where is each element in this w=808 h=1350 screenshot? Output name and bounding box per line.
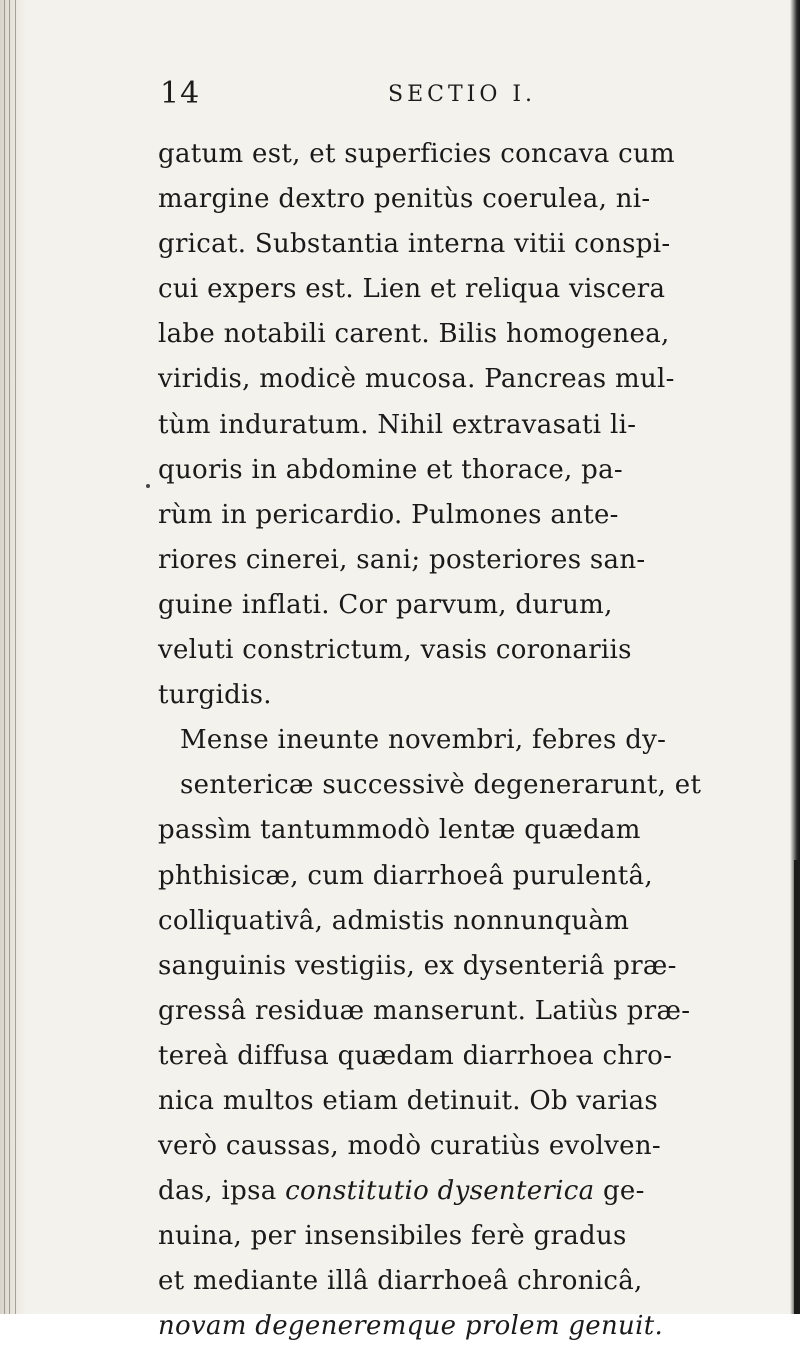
text-line-paragraph-start: Mense ineunte novembri, febres dy- xyxy=(180,725,667,756)
running-head: SECTIO I. xyxy=(388,82,537,107)
page-header xyxy=(160,76,720,116)
page-spine-shadow xyxy=(0,0,26,1314)
text-line: cui expers est. Lien et reliqua viscera xyxy=(158,274,666,305)
text-line: tereà diffusa quædam diarrhoea chro- xyxy=(158,1040,673,1071)
text-line: gricat. Substantia interna vitii conspi- xyxy=(158,229,671,260)
text-line: verò caussas, modò curatiùs evolven- xyxy=(158,1131,661,1162)
text-line: turgidis. xyxy=(158,680,272,711)
spine-line xyxy=(4,0,5,1314)
page-number: 14 xyxy=(160,76,201,111)
text-line: et mediante illâ diarrhoeâ chronicâ, xyxy=(158,1266,643,1297)
text-line: sanguinis vestigiis, ex dysenteriâ præ- xyxy=(158,950,677,981)
text-line: margine dextro penitùs coerulea, ni- xyxy=(158,184,651,215)
text-line: labe notabili carent. Bilis homogenea, xyxy=(158,319,670,350)
text-line-italic: novam degeneremque prolem genuit. xyxy=(158,1311,664,1342)
text-line: rùm in pericardio. Pulmones ante- xyxy=(158,499,619,530)
text-line: passìm tantummodò lentæ quædam xyxy=(158,815,641,846)
text-line: colliquativâ, admistis nonnunquàm xyxy=(158,905,630,936)
italic-phrase: constitutio dysenterica xyxy=(285,1176,595,1207)
text-line: sentericæ successivè degenerarunt, et xyxy=(180,770,702,801)
text-line: quoris in abdomine et thorace, pa- xyxy=(158,454,624,485)
text-line: phthisicæ, cum diarrhoeâ purulentâ, xyxy=(158,860,653,891)
spine-line xyxy=(9,0,10,1314)
spine-line xyxy=(15,0,16,1314)
text-line: tùm induratum. Nihil extravasati li- xyxy=(158,409,637,440)
text-line: gatum est, et superficies concava cum xyxy=(158,139,675,169)
text-line: viridis, modicè mucosa. Pancreas mul- xyxy=(158,364,675,395)
text-line-start: das, ipsa xyxy=(158,1176,286,1207)
text-line: guine inflati. Cor parvum, durum, xyxy=(158,589,613,620)
text-line: riores cinerei, sani; posteriores san- xyxy=(158,544,646,575)
body-text xyxy=(158,132,808,1350)
text-line: gressâ residuæ manserunt. Latiùs præ- xyxy=(158,995,691,1026)
text-line xyxy=(158,1169,808,1214)
text-line: veluti constrictum, vasis coronariis xyxy=(158,635,632,666)
text-line: nuina, per insensibiles ferè gradus xyxy=(158,1221,627,1252)
text-line: nica multos etiam detinuit. Ob varias xyxy=(158,1085,659,1116)
text-line-end: ge- xyxy=(594,1176,645,1207)
stray-ink-mark xyxy=(146,484,150,488)
